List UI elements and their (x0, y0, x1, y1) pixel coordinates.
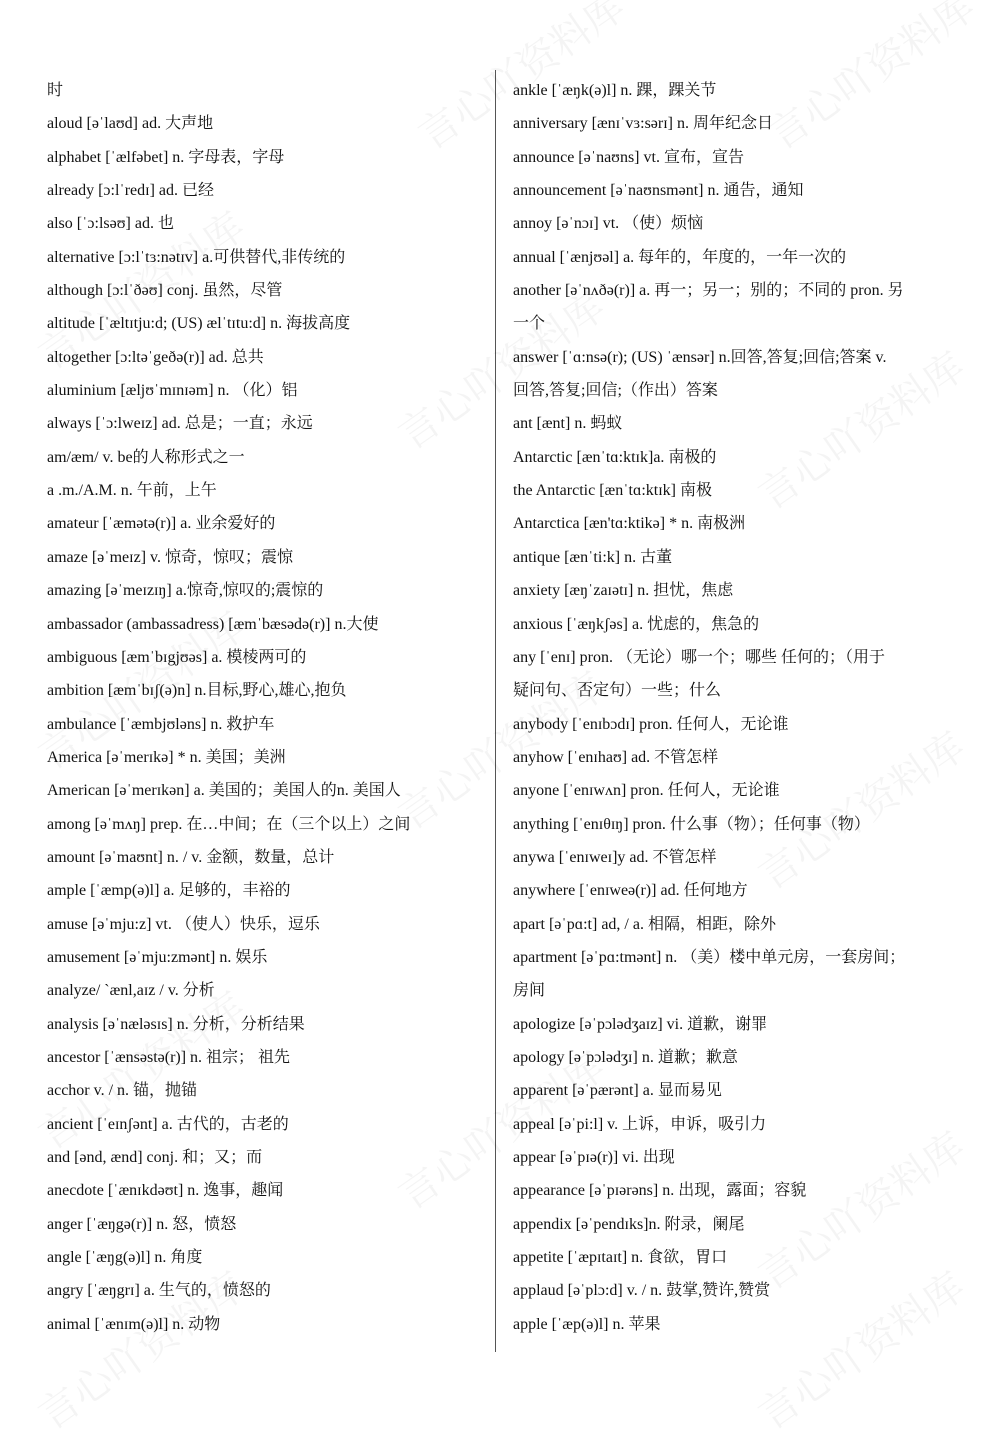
vocabulary-entry: appear [əˈpɪə(r)] vi. 出现 (513, 1149, 675, 1166)
vocabulary-entry: another [əˈnʌðə(r)] a. 再一；另一；别的；不同的 pron. 另 (513, 282, 904, 300)
vocabulary-entry: amount [əˈmaʊnt] n. / v. 金额，数量，总计 (47, 848, 335, 866)
vocabulary-entry: answer [ˈɑ:nsə(r); (US) ˈænsər] n.回答,答复;回信;答案 v. (513, 348, 887, 366)
vocabulary-entry: apology [əˈpɔlədʒɪ] n. 道歉；歉意 (513, 1048, 738, 1066)
vocabulary-entry: anyhow [ˈenɪhaʊ] ad. 不管怎样 (513, 748, 719, 766)
vocabulary-entry: always [ˈɔ:lweɪz] ad. 总是；一直；永远 (47, 415, 313, 433)
vocabulary-entry: appendix [əˈpendɪks]n. 附录，阑尾 (513, 1215, 745, 1233)
vocabulary-entry: ancient [ˈeɪnʃənt] a. 古代的，古老的 (47, 1115, 289, 1133)
vocabulary-entry: ambulance [ˈæmbjʊləns] n. 救护车 (47, 715, 275, 733)
vocabulary-entry: anyone [ˈenɪwʌn] pron. 任何人，无论谁 (513, 782, 780, 800)
vocabulary-entry: analysis [əˈnæləsɪs] n. 分析，分析结果 (47, 1015, 305, 1033)
vocabulary-entry: anxiety [æŋˈzaɪətɪ] n. 担忧，焦虑 (513, 582, 734, 600)
vocabulary-entry-continuation: 房间 (513, 982, 546, 1000)
vocabulary-entry: ambition [æmˈbɪʃ(ə)n] n.目标,野心,雄心,抱负 (47, 682, 347, 700)
vocabulary-entry: announce [əˈnaʊns] vt. 宣布，宣告 (513, 148, 744, 166)
vocabulary-entry: animal [ˈænɪm(ə)l] n. 动物 (47, 1315, 221, 1333)
vocabulary-entry: Antarctic [ænˈtɑ:ktɪk]a. 南极的 (513, 448, 717, 466)
vocabulary-entry: analyze/ `ænl,aɪz / v. 分析 (47, 982, 215, 1000)
vocabulary-entry: apparent [əˈpærənt] a. 显而易见 (513, 1082, 722, 1100)
vocabulary-entry: aluminium [æljʊˈmɪnɪəm] n. （化）铝 (47, 382, 298, 400)
vocabulary-entry: alternative [ɔ:lˈtɜ:nətɪv] a.可供替代,非传统的 (47, 248, 346, 266)
vocabulary-entry: among [əˈmʌŋ] prep. 在…中间；在（三个以上）之间 (47, 815, 411, 833)
vocabulary-entry: am/æm/ v. be的人称形式之一 (47, 448, 245, 466)
vocabulary-entry-continuation: 一个 (513, 315, 546, 333)
vocabulary-entry: anniversary [ænɪˈvɜ:sərɪ] n. 周年纪念日 (513, 115, 774, 133)
vocabulary-entry: America [əˈmerɪkə] * n. 美国；美洲 (47, 748, 286, 766)
vocabulary-entry: anger [ˈæŋgə(r)] n. 怒，愤怒 (47, 1215, 237, 1233)
vocabulary-entry: ant [ænt] n. 蚂蚁 (513, 415, 623, 433)
vocabulary-entry: alphabet [ˈælfəbet] n. 字母表，字母 (47, 148, 285, 166)
vocabulary-entry: acchor v. / n. 锚，抛锚 (47, 1082, 198, 1100)
vocabulary-entry: ankle [ˈæŋk(ə)l] n. 踝，踝关节 (513, 82, 717, 99)
vocabulary-entry: anybody [ˈenɪbɔdɪ] pron. 任何人，无论谁 (513, 715, 789, 733)
vocabulary-entry: appetite [ˈæpɪtaɪt] n. 食欲，胃口 (513, 1249, 728, 1267)
vocabulary-entry: the Antarctic [ænˈtɑ:ktɪk] 南极 (513, 482, 712, 500)
vocabulary-entry: American [əˈmerɪkən] a. 美国的；美国人的n. 美国人 (47, 782, 401, 800)
right-column (513, 79, 953, 1346)
vocabulary-entry: anywa [ˈenɪweɪ]y ad. 不管怎样 (513, 848, 717, 866)
vocabulary-entry: anecdote [ˈænɪkdəʊt] n. 逸事，趣闻 (47, 1182, 284, 1200)
column-divider (495, 70, 496, 1352)
vocabulary-entry: apologize [əˈpɔlədʒaɪz] vi. 道歉，谢罪 (513, 1015, 768, 1033)
vocabulary-entry: amazing [əˈmeɪzɪŋ] a.惊奇,惊叹的;震惊的 (47, 582, 324, 600)
vocabulary-entry-continuation: 回答,答复;回信;（作出）答案 (513, 382, 718, 400)
vocabulary-entry: ample [ˈæmp(ə)l] a. 足够的，丰裕的 (47, 882, 291, 900)
vocabulary-entry-continuation: 疑问句、否定句）一些；什么 (513, 682, 722, 700)
left-column (47, 79, 487, 1346)
vocabulary-entry: ambassador (ambassadress) [æmˈbæsədə(r)] n.大使 (47, 615, 379, 633)
vocabulary-entry: already [ɔ:lˈredɪ] ad. 已经 (47, 182, 215, 200)
vocabulary-entry: amusement [əˈmju:zmənt] n. 娱乐 (47, 948, 268, 966)
vocabulary-entry: a .m./A.M. n. 午前，上午 (47, 482, 217, 500)
vocabulary-entry: altitude [ˈæltɪtju:d; (US) ælˈtɪtu:d] n. 海拔高度 (47, 315, 351, 333)
vocabulary-entry: any [ˈenɪ] pron. （无论）哪一个；哪些 任何的；（用于 (513, 648, 885, 666)
vocabulary-entry: ancestor [ˈænsəstə(r)] n. 祖宗； 祖先 (47, 1048, 291, 1066)
vocabulary-entry: also [ˈɔ:lsəʊ] ad. 也 (47, 215, 174, 233)
vocabulary-entry: apartment [əˈpɑ:tmənt] n. （美）楼中单元房，一套房间； (513, 948, 906, 966)
vocabulary-entry: anxious [ˈæŋkʃəs] a. 忧虑的，焦急的 (513, 615, 760, 633)
vocabulary-entry: aloud [əˈlaʊd] ad. 大声地 (47, 115, 214, 133)
vocabulary-entry: although [ɔ:lˈðəʊ] conj. 虽然，尽管 (47, 282, 283, 300)
vocabulary-entry: angle [ˈæŋg(ə)l] n. 角度 (47, 1249, 203, 1267)
vocabulary-entry: annual [ˈænjʊəl] a. 每年的，年度的，一年一次的 (513, 248, 847, 266)
vocabulary-entry: ambiguous [æmˈbɪgjʊəs] a. 模棱两可的 (47, 648, 307, 666)
vocabulary-entry: annoy [əˈnɔɪ] vt. （使）烦恼 (513, 215, 704, 233)
vocabulary-entry: and [ənd, ænd] conj. 和；又；而 (47, 1149, 263, 1166)
vocabulary-entry: anything [ˈenɪθɪŋ] pron. 什么事（物）；任何事（物） (513, 815, 870, 833)
vocabulary-entry: amaze [əˈmeɪz] v. 惊奇，惊叹；震惊 (47, 548, 293, 566)
vocabulary-entry: amateur [ˈæmətə(r)] a. 业余爱好的 (47, 515, 276, 533)
vocabulary-entry: Antarctica [æn'tɑ:ktikə] * n. 南极洲 (513, 515, 746, 533)
vocabulary-entry: amuse [əˈmju:z] vt. （使人）快乐，逗乐 (47, 915, 320, 933)
vocabulary-entry: anywhere [ˈenɪweə(r)] ad. 任何地方 (513, 882, 748, 900)
vocabulary-entry: apart [əˈpɑ:t] ad, / a. 相隔，相距，除外 (513, 915, 776, 933)
vocabulary-entry: angry [ˈæŋgrɪ] a. 生气的，愤怒的 (47, 1282, 271, 1300)
vocabulary-entry: appeal [əˈpi:l] v. 上诉，申诉，吸引力 (513, 1115, 767, 1133)
vocabulary-entry: antique [ænˈti:k] n. 古董 (513, 548, 673, 566)
vocabulary-entry: announcement [əˈnaʊnsmənt] n. 通告，通知 (513, 182, 804, 200)
vocabulary-entry: 时 (47, 82, 64, 99)
vocabulary-entry: apple [ˈæp(ə)l] n. 苹果 (513, 1315, 661, 1333)
vocabulary-entry: altogether [ɔ:ltəˈgeðə(r)] ad. 总共 (47, 348, 264, 366)
vocabulary-entry: appearance [əˈpɪərəns] n. 出现，露面；容貌 (513, 1182, 807, 1200)
vocabulary-entry: applaud [əˈplɔ:d] v. / n. 鼓掌,赞许,赞赏 (513, 1282, 771, 1300)
